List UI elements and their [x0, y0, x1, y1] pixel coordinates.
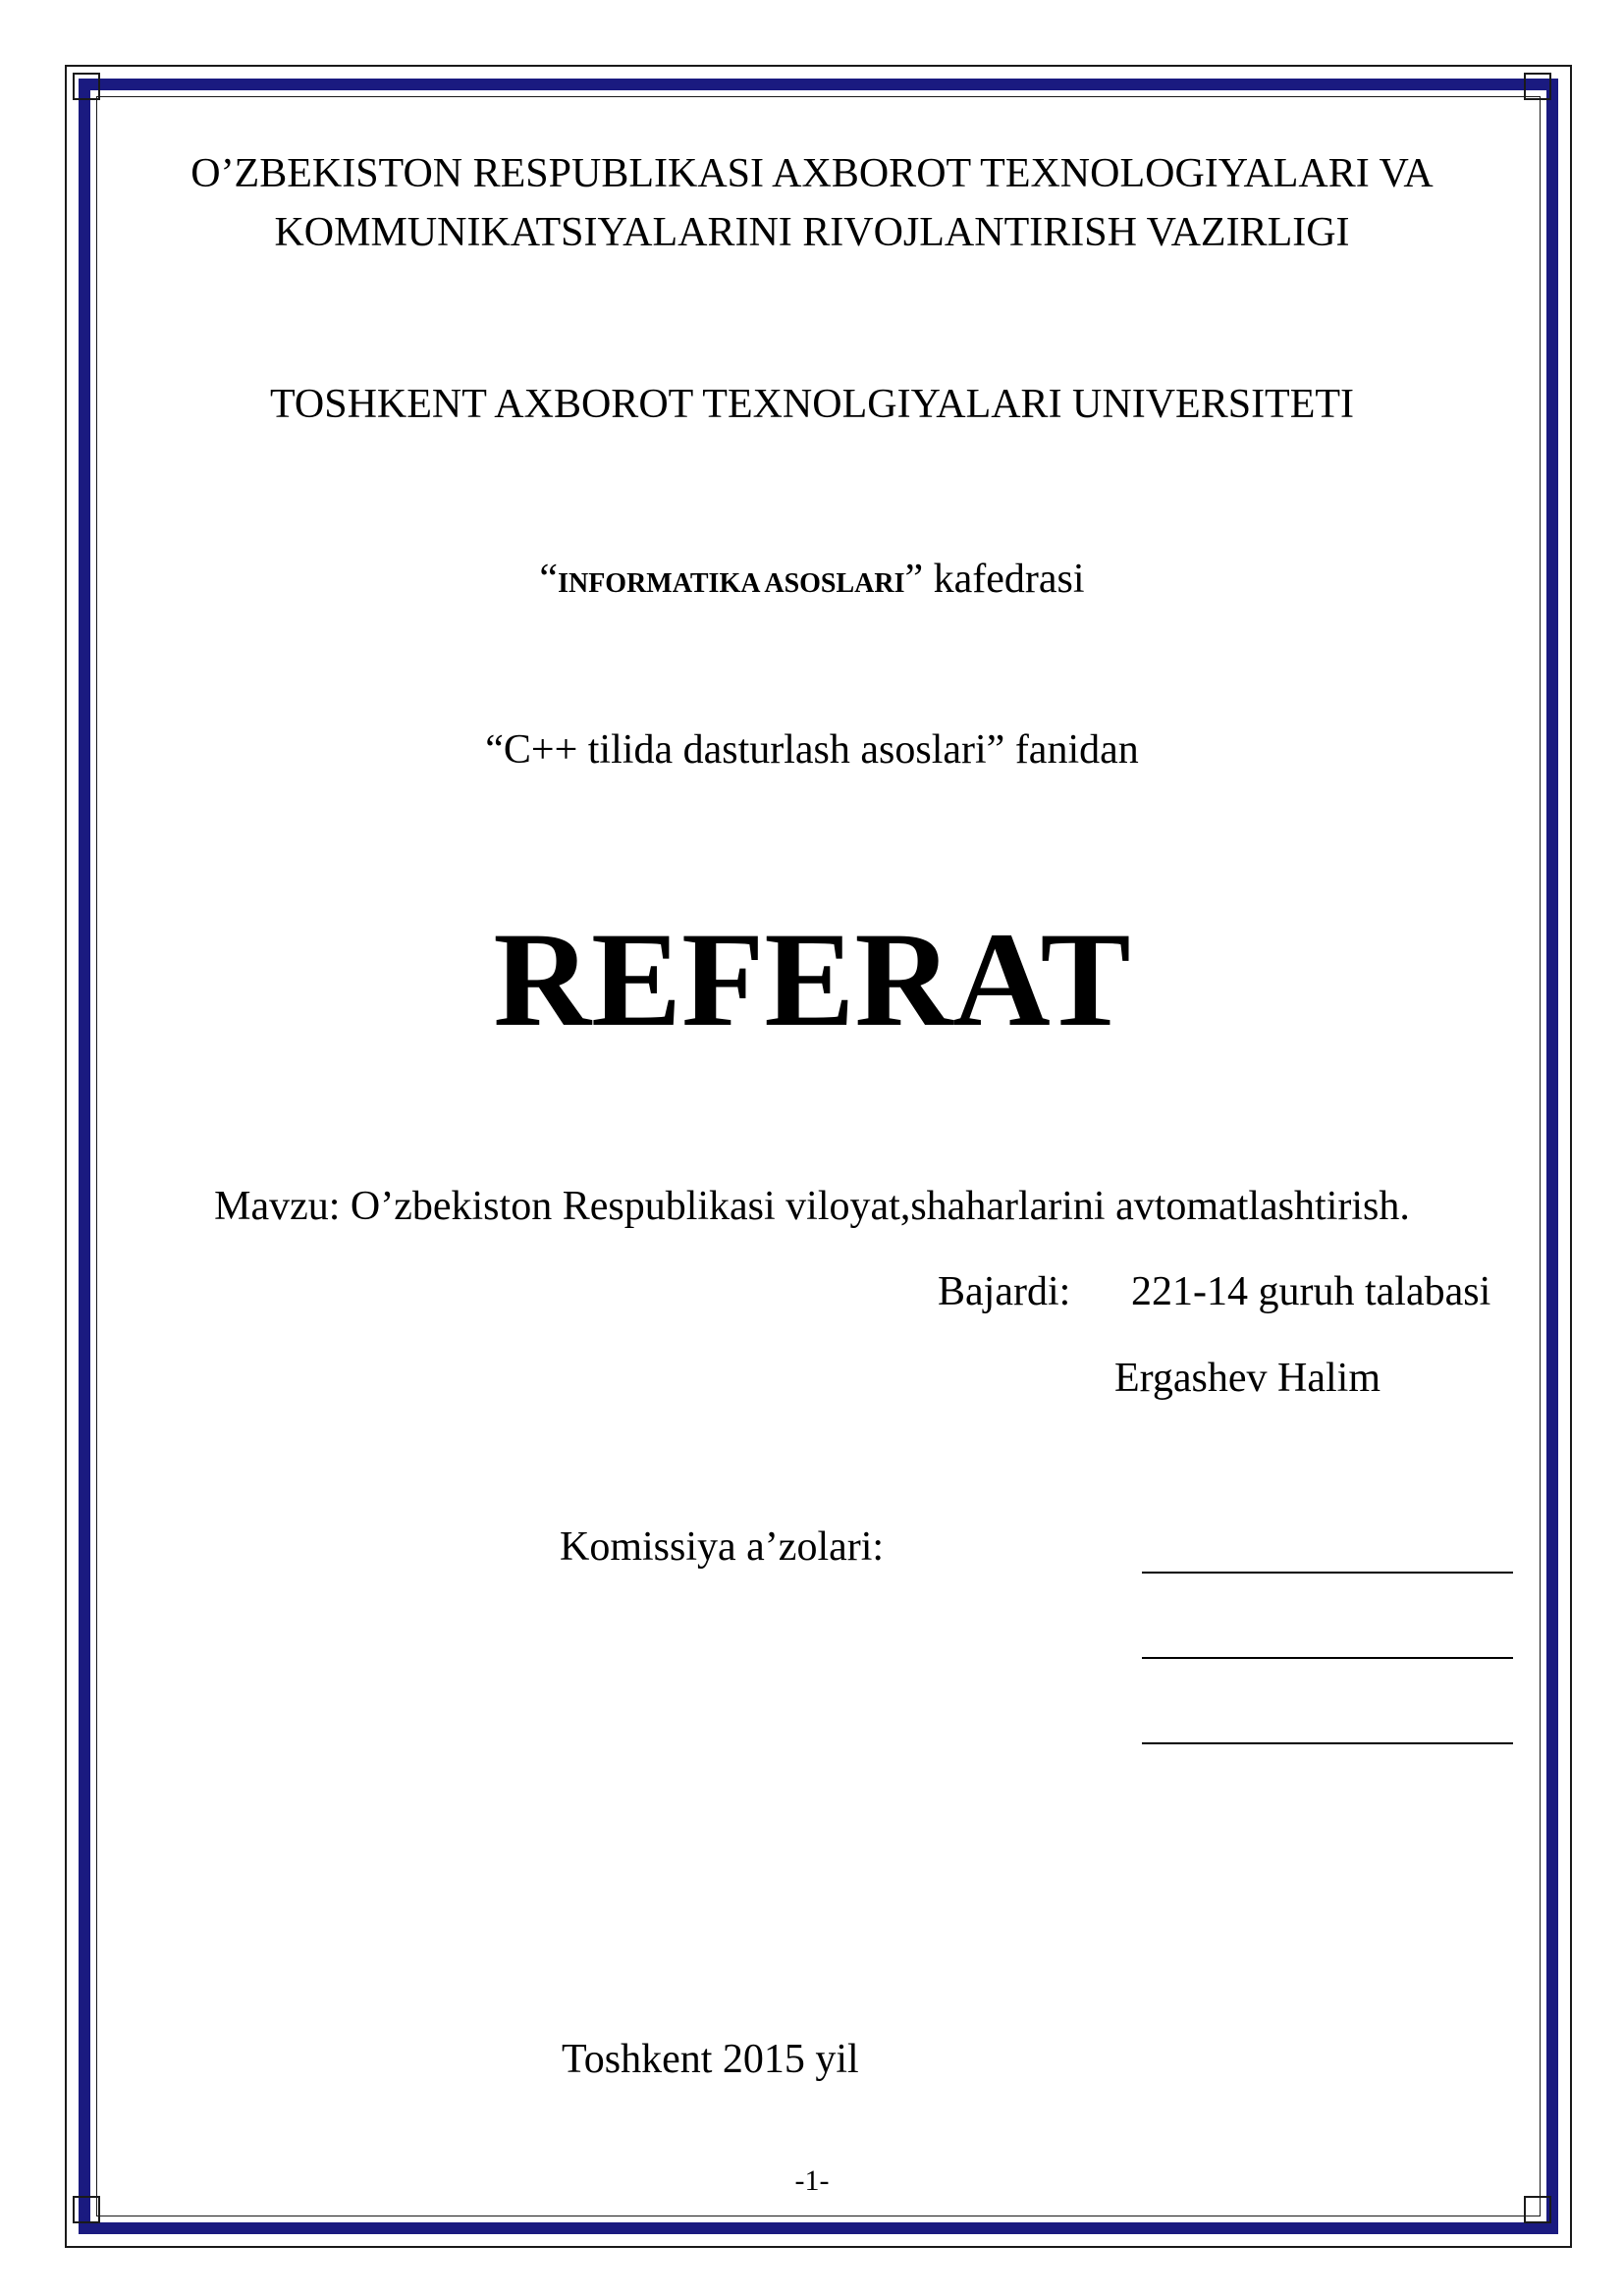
department-line	[98, 556, 1526, 603]
signature-line	[1142, 1572, 1513, 1574]
department-open-quote: “	[539, 557, 559, 602]
corner-ornament-bottom-right	[1524, 2196, 1551, 2223]
corner-ornament-top-left	[73, 73, 100, 100]
student-name: Ergashev Halim	[1114, 1356, 1380, 1401]
performer-label: Bajardi:	[938, 1269, 1071, 1314]
signature-line	[1142, 1742, 1513, 1744]
page-number: -1-	[794, 2164, 830, 2197]
department-suffix: ” kafedrasi	[904, 557, 1085, 602]
corner-ornament-bottom-left	[73, 2196, 100, 2223]
signature-line	[1142, 1657, 1513, 1659]
topic-line: Mavzu: O’zbekiston Respublikasi viloyat,shaharlarini avtomatlashtirish.	[214, 1184, 1410, 1229]
city-year: Toshkent 2015 yil	[562, 2037, 859, 2082]
subject-line: “C++ tilida dasturlash asoslari” fanidan	[485, 727, 1139, 773]
ministry-header-line-2: KOMMUNIKATSIYALARINI RIVOJLANTIRISH VAZIRLIGI	[274, 210, 1350, 255]
department-name: INFORMATIKA ASOSLARI	[558, 568, 905, 599]
performer-group: 221-14 guruh talabasi	[1131, 1269, 1491, 1314]
document-title: REFERAT	[493, 904, 1131, 1054]
corner-ornament-top-right	[1524, 73, 1551, 100]
commission-label: Komissiya a’zolari:	[560, 1524, 885, 1570]
ministry-header-line-1: O’ZBEKISTON RESPUBLIKASI AXBOROT TEXNOLOGIYALARI VA	[190, 151, 1434, 196]
university-name: TOSHKENT AXBOROT TEXNOLGIYALARI UNIVERSITETI	[269, 382, 1355, 427]
